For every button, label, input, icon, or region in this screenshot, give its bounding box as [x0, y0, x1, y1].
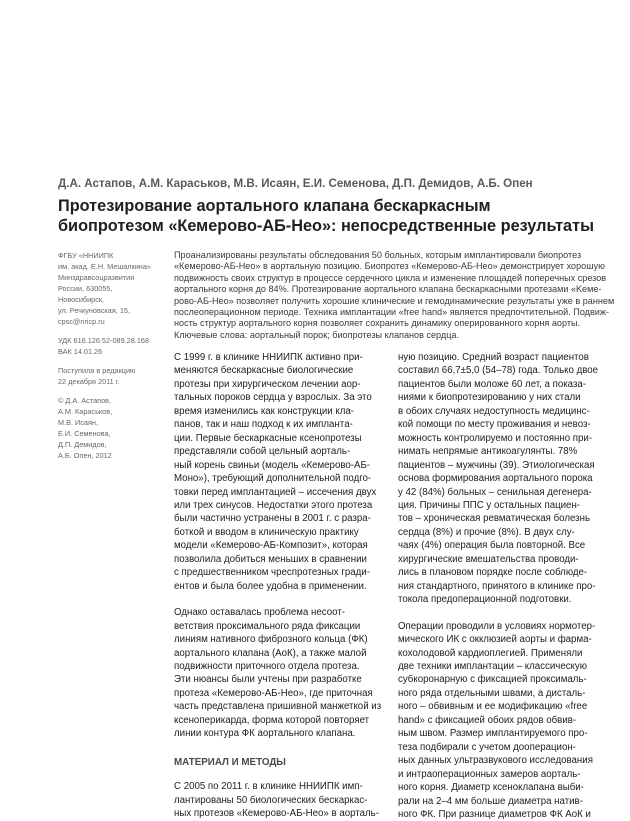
text-line: или трех синусов. Недостатки этого протеза: [174, 499, 373, 511]
text-line: хирургические вмешательства проводи-: [398, 553, 579, 565]
text-line: ный корень свиньи (модель «Кемерово-АБ-: [174, 459, 371, 471]
text-line: пациентов – мужчины (39). Этиологическая: [398, 459, 595, 471]
text-line: тов – хроническая ревматическая болезнь: [398, 513, 591, 525]
text-line: позволила добиться меньших в сравнении: [174, 553, 367, 565]
paragraph-problem: [174, 606, 382, 741]
keywords-line: Ключевые слова: аортальный порок; биопротезы клапанов сердца.: [174, 329, 460, 340]
article-title: [58, 197, 618, 236]
text-line: протеза «Кемерово-АБ-Нео», где приточная: [174, 687, 373, 699]
text-line: ния стандартного, принятого в клинике про-: [398, 580, 596, 592]
text-line: ного ФК. При разнице диаметров ФК АоК и: [398, 808, 591, 820]
text-line: ных данных ультразвукового исследования: [398, 755, 593, 767]
text-line: основа формирования аортального порока: [398, 473, 593, 485]
paragraph-operations: [398, 620, 604, 821]
title-line: Протезирование аортального клапана бескаркасным: [58, 197, 491, 215]
copyright-line: Е.И. Семенова,: [58, 429, 111, 438]
institution-line: ФГБУ «ННИИПК: [58, 251, 114, 260]
text-line: ных протезов «Кемерово-АБ-Нео» в аорталь-: [174, 808, 379, 820]
udc-line: УДК 616.126.52-089.28.168: [58, 336, 149, 345]
text-line: протезы при хирургическом лечении аор-: [174, 378, 361, 390]
text-line: и интраоперационных замеров аорталь-: [398, 768, 581, 780]
text-line: ным швом. Размер имплантируемого про-: [398, 728, 588, 740]
text-line: в обоих случаях недоступность медицинс-: [398, 405, 590, 417]
abstract-line: «Кемерово-АБ-Нео» в аортальную позицию. Биопротез «Кемерово-АБ-Нео» демонстрирует хорошую: [174, 261, 605, 272]
authors: Д.А. Астапов, А.М. Караськов, М.В. Исаян, Е.И. Семенова, Д.П. Демидов, А.Б. Опен: [58, 177, 533, 190]
text-line: чаях (4%) операция была повторной. Все: [398, 540, 586, 552]
text-line: можность контролируемо и постоянно при-: [398, 432, 593, 444]
text-line: часть представлена пришивной манжеткой из: [174, 701, 382, 713]
institution-line: Новосибирск,: [58, 295, 105, 304]
text-line: ентов и была более удобна в применении.: [174, 580, 367, 592]
abstract-line: подвижность своих структур в процессе сердечного цикла и изменение площадей поперечных срезов: [174, 272, 607, 283]
text-line: нимать непрямые антикоагулянты. 78%: [398, 446, 578, 458]
abstract-line: ность структур аортального корня позволяет сохранить динамику оперированного корня аорты.: [174, 318, 581, 329]
text-line: пациентов были моложе 60 лет, а показа-: [398, 378, 587, 390]
text-line: составил 66,7±5,0 (54–78) года. Только двое: [398, 365, 599, 377]
abstract-line: Проанализированы результаты обследования 50 больных, которым имплантировали биопротез: [174, 250, 582, 260]
text-line: ция. Причины ППС у остальных пациен-: [398, 499, 581, 511]
text-line: у 42 (84%) больных – сенильная дегенера-: [398, 486, 592, 498]
text-line: ниями к биопротезированию у них стали: [398, 392, 581, 404]
copyright-line: Д.П. Демидов,: [58, 440, 107, 449]
paragraph-intro: [174, 351, 377, 593]
institution-line: ул. Речкуновская, 15,: [58, 306, 130, 315]
text-line: теза подбирали с учетом дооперацион-: [398, 741, 576, 753]
text-line: С 1999 г. в клинике ННИИПК активно при-: [174, 352, 363, 363]
text-line: кой помощи по месту проживания и невоз-: [398, 419, 591, 431]
text-line: Моно»), требующий дополнительной подго-: [174, 473, 372, 485]
text-line: hand» с фиксацией обоих рядов обвив-: [398, 714, 577, 726]
text-line: ции. Первые бескаркасные ксенопротезы: [174, 432, 362, 444]
abstract-line: послеоперационном периоде. Техника имплантации «free hand» является предпочтительной. Подвиж-: [174, 307, 610, 318]
abstract-line: рово-АБ-Нео» позволяет получить хорошие клинические и гемодинамические результаты уже в раннем: [174, 295, 615, 306]
institution-line: России, 630055,: [58, 284, 113, 293]
text-line: две техники имплантации – классическую: [398, 660, 588, 672]
vak-line: ВАК 14.01.26: [58, 347, 103, 356]
section-heading-methods: МАТЕРИАЛ И МЕТОДЫ: [174, 756, 286, 768]
email-link[interactable]: cpsc@nricp.ru: [58, 317, 105, 326]
received-line: Поступила в редакцию: [58, 366, 136, 375]
paragraph-patients: [398, 351, 604, 607]
affiliation-sidebar: [58, 250, 168, 461]
text-line: боткой и вводом в клиническую практику: [174, 526, 359, 538]
text-line: товки перед имплантацией – иссечения двух: [174, 486, 377, 498]
text-line: представляли собой цельный аорталь-: [174, 446, 351, 458]
text-line: Операции проводили в условиях нормотер-: [398, 620, 596, 632]
text-line: С 2005 по 2011 г. в клинике ННИИПК имп-: [174, 781, 363, 793]
title-line: биопротезом «Кемерово-АБ-Нео»: непосредственные результаты: [58, 216, 594, 235]
received-date: 22 декабря 2011 г.: [58, 377, 120, 386]
text-line: лантированы 50 биологических бескаркас-: [174, 794, 368, 806]
text-line: мического ИК с окклюзией аорты и фарма-: [398, 634, 592, 646]
text-line: рали на 2–4 мм больше диаметра натив-: [398, 795, 583, 807]
text-line: сердца (8%) и прочие (8%). В двух слу-: [398, 526, 575, 538]
text-line: токола предоперационной подготовки.: [398, 594, 572, 606]
copyright-line: А.М. Караськов,: [58, 407, 113, 416]
institution-line: им. акад. Е.Н. Мешалкина»: [58, 262, 151, 271]
body-column-left: [174, 351, 382, 821]
text-line: с предшественником чреспротезных гради-: [174, 567, 370, 579]
text-line: лись в плановом порядке после соблюде-: [398, 567, 588, 579]
text-line: время изменились как конструкции кла-: [174, 405, 354, 417]
text-line: линиям нативного фиброзного кольца (ФК): [174, 634, 368, 646]
text-line: были частично устранены в 2001 г. с разра-: [174, 513, 371, 525]
text-line: меняются бескаркасные биологические: [174, 365, 354, 377]
text-line: подвижности приточного отдела протеза.: [174, 660, 360, 672]
text-line: кохолодовой кардиоплегией. Применяли: [398, 647, 583, 659]
text-line: панов, так и наш подход к их имплантa-: [174, 419, 353, 431]
text-line: ного корня. Диаметр ксеноклапана выби-: [398, 782, 584, 794]
paragraph-methods: [174, 780, 379, 820]
copyright-line: © Д.А. Астапов,: [58, 396, 112, 405]
institution-line: Минздравсоцразвития: [58, 273, 135, 282]
text-line: модели «Кемерово-АБ-Композит», которая: [174, 540, 368, 552]
text-line: субкоронарную с фиксацией проксималь-: [398, 674, 587, 686]
text-line: аортального клапана (АоК), а также малой: [174, 647, 367, 659]
text-line: Однако оставалась проблема несоот-: [174, 607, 345, 619]
body-column-right: [398, 351, 604, 821]
text-line: ксеноперикарда, форма которой повторяет: [174, 714, 370, 726]
text-line: ного ряда отдельными швами, а дисталь-: [398, 687, 586, 699]
abstract: [174, 250, 614, 341]
text-line: ного – обвивным и ее модификацию «free: [398, 701, 588, 713]
abstract-line: аортального корня до 84%. Протезирование аортального клапана бескаркасными протезами «Keме-: [174, 284, 602, 295]
text-line: Эти нюансы были учтены при разработке: [174, 674, 362, 686]
text-line: ную позицию. Средний возраст пациентов: [398, 352, 589, 363]
copyright-line: А.Б. Опен, 2012: [58, 451, 112, 460]
text-line: тальных пороков сердца у взрослых. За это: [174, 392, 372, 404]
text-line: линии контура ФК аортального клапана.: [174, 728, 356, 740]
text-line: ветствия проксимального ряда фиксации: [174, 620, 361, 632]
copyright-line: М.В. Исаян,: [58, 418, 98, 427]
